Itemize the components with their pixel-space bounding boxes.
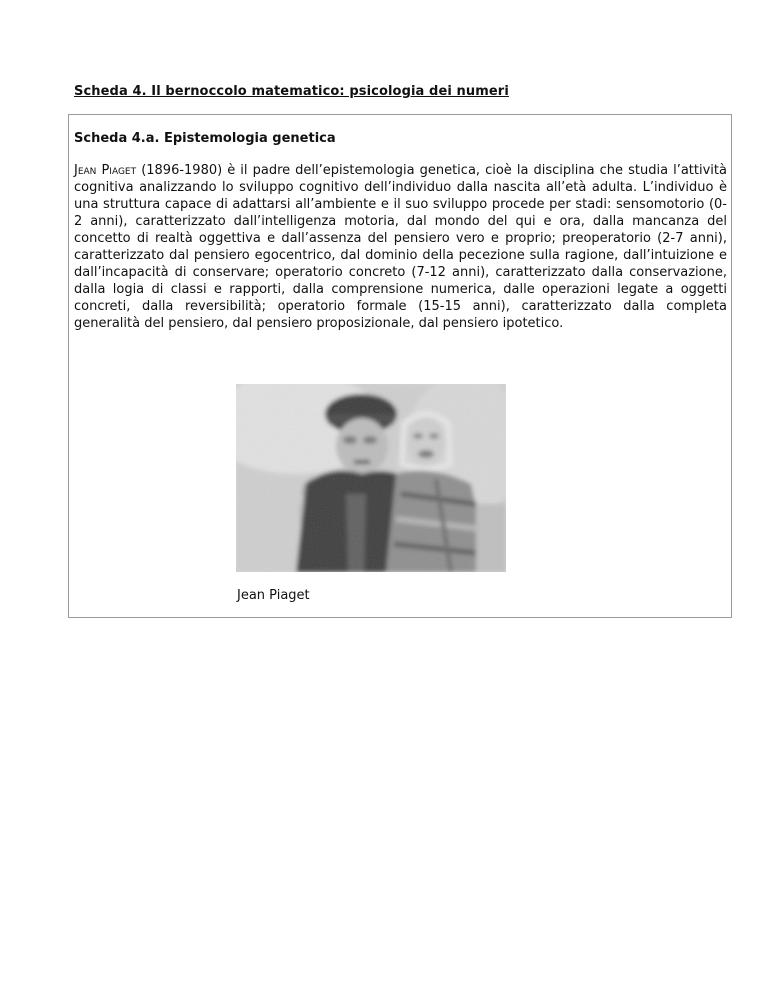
- photo-caption: Jean Piaget: [237, 588, 310, 603]
- card-title: Scheda 4.a. Epistemologia genetica: [74, 131, 336, 146]
- body-paragraph: [74, 162, 727, 332]
- page-title: Scheda 4. Il bernoccolo matematico: psicologia dei numeri: [74, 84, 509, 99]
- paragraph-text: (1896-1980) è il padre dell’epistemologia genetica, cioè la disciplina che studia l’attività cognitiva analizzando lo sviluppo cognitivo dell’individuo dalla nascita all’età adulta. L’individuo è una struttura capace di adattarsi all’ambiente e il suo sviluppo procede per stadi: sensomotorio (0-2 anni), caratterizzato dall’intelligenza motoria, dal mondo del qui e ora, dalla mancanza del concetto di realtà oggettiva e dall’assenza del pensiero vero e proprio; preoperatorio (2-7 anni), caratterizzato dal pensiero egocentrico, dal dominio della pecezione sulla ragione, dall’intuizione e dall’incapacità di conservare; operatorio concreto (7-12 anni), caratterizzato dalla conservazione, dalla logia di classi e rapporti, dalla comprensione numerica, dalle operazioni legate a oggetti concreti, dalla reversibilità; operatorio formale (15-15 anni), caratterizzato dalla completa generalità del pensiero, dal pensiero proposizionale, dal pensiero ipotetico.: [74, 163, 727, 331]
- piaget-photo: [236, 384, 506, 572]
- info-card: [68, 114, 732, 618]
- author-name: Jean Piaget: [74, 163, 137, 178]
